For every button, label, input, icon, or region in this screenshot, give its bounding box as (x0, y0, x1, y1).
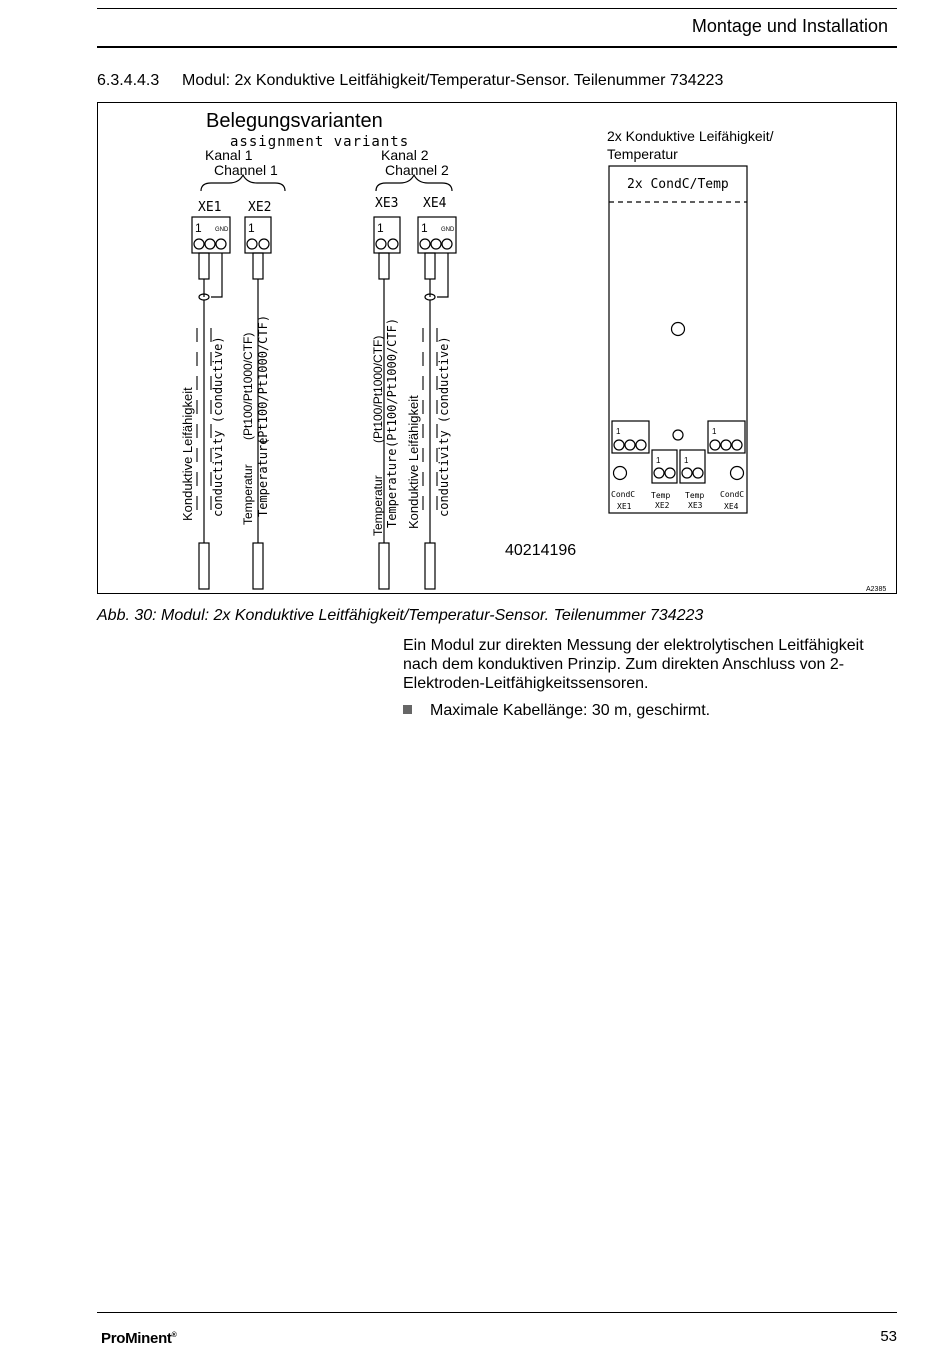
sensor-temp-2 (379, 543, 389, 589)
heading-en: assignment variants (230, 134, 410, 150)
module-pin1-xe1: 1 (616, 427, 621, 436)
diagram-svg (98, 103, 898, 595)
header-rule (97, 46, 897, 48)
slot-label-xe3-top: Temp (685, 491, 705, 500)
xe1-label: XE1 (198, 200, 222, 215)
pin1-xe3: 1 (377, 221, 384, 235)
module-label: 2x CondC/Temp (627, 177, 729, 192)
pin1-xe4: 1 (421, 221, 428, 235)
bullet-square-icon (403, 705, 412, 714)
module-pin1-xe4: 1 (712, 427, 717, 436)
kanal2-label: Kanal 2 (381, 147, 429, 163)
slot-label-xe4-top: CondC (720, 490, 745, 499)
module-mount-hole (672, 323, 685, 336)
bullet-item (403, 702, 710, 720)
slot-label-xe2-top: Temp (651, 491, 671, 500)
section-title: Modul: 2x Konduktive Leitfähigkeit/Temperatur-Sensor. Teilenummer 734223 (182, 72, 724, 89)
temp-en-label-1: Temperature (256, 437, 270, 517)
figure-caption: Abb. 30: Modul: 2x Konduktive Leitfähigkeit/Temperatur-Sensor. Teilenummer 734223 (97, 607, 704, 624)
wiring-diagram (97, 102, 897, 594)
module-title-line1: 2x Konduktive Leifähigkeit/ (607, 128, 774, 144)
xe4-label: XE4 (423, 196, 447, 211)
module-pin1-xe2: 1 (656, 456, 661, 465)
slot-label-xe3-bottom: XE3 (688, 501, 703, 510)
channel2-label: Channel 2 (385, 162, 449, 178)
logo-mark: ® (171, 1332, 177, 1339)
cond-de-label-1: Konduktive Leifähigkeit (180, 387, 195, 521)
xe3-label: XE3 (375, 196, 399, 211)
cond-en-label-2: conductivity (conductive) (437, 336, 451, 517)
section-heading (97, 72, 723, 90)
cond-de-label-2: Konduktive Leifähigkeit (406, 395, 421, 529)
logo-text: ProMinent (101, 1330, 172, 1347)
figure-id: A2385 (866, 586, 887, 593)
temp-types-label-2: (Pt100/Pt1000/CTF) (371, 335, 385, 443)
slot-label-xe1-bottom: XE1 (617, 502, 632, 511)
kanal1-label: Kanal 1 (205, 147, 253, 163)
sensor-temp-1 (253, 543, 263, 589)
module-xe4-block (708, 421, 745, 453)
gnd-xe4: GND (441, 227, 455, 233)
bullet-text: Maximale Kabellänge: 30 m, geschirmt. (430, 702, 711, 719)
heading-de: Belegungsvarianten (206, 110, 383, 132)
slot-label-xe2-bottom: XE2 (655, 501, 670, 510)
module-xe2-block (652, 450, 677, 483)
prominent-logo (101, 1330, 177, 1347)
body-paragraph: Ein Modul zur direkten Messung der elektrolytischen Leitfähigkeit nach dem konduktiven Prinzip. Zum direkten Anschluss von 2-Elektroden-Leitfähigkeitssensoren. (403, 637, 864, 692)
top-rule (97, 8, 897, 9)
xe2-label: XE2 (248, 200, 272, 215)
temp-de-label-1: Temperatur (241, 464, 255, 525)
module-title-line2: Temperatur (607, 146, 678, 162)
temp-de-label-2: Temperatur (371, 475, 385, 536)
slot-label-xe4-bottom: XE4 (724, 502, 739, 511)
module-xe1-block (612, 421, 649, 453)
section-number: 6.3.4.4.3 (97, 72, 160, 89)
sensor-cond-1 (199, 543, 209, 589)
temp-en-label-2: Temperature (385, 448, 399, 528)
pin1-xe2: 1 (248, 221, 255, 235)
channel1-label: Channel 1 (214, 162, 278, 178)
part-number: 40214196 (505, 542, 577, 559)
page-number: 53 (880, 1328, 897, 1345)
module-xe3-block (680, 450, 705, 483)
footer-rule (97, 1312, 897, 1313)
gnd-xe1: GND (215, 227, 229, 233)
sensor-cond-2 (425, 543, 435, 589)
header-title: Montage und Installation (691, 16, 888, 36)
pin1-xe1: 1 (195, 221, 202, 235)
module-housing (609, 166, 747, 513)
temp-types-label-1: (Pt100/Pt1000/CTF) (241, 332, 255, 440)
slot-label-xe1-top: CondC (611, 490, 636, 499)
temp-en-types-label-2: (Pt100/Pt1000/CTF) (385, 317, 399, 448)
temp-en-types-label-1: (Pt100/Pt1000/CTF) (256, 314, 270, 445)
cond-en-label-1: conductivity (conductive) (211, 336, 225, 517)
module-pin1-xe3: 1 (684, 456, 689, 465)
